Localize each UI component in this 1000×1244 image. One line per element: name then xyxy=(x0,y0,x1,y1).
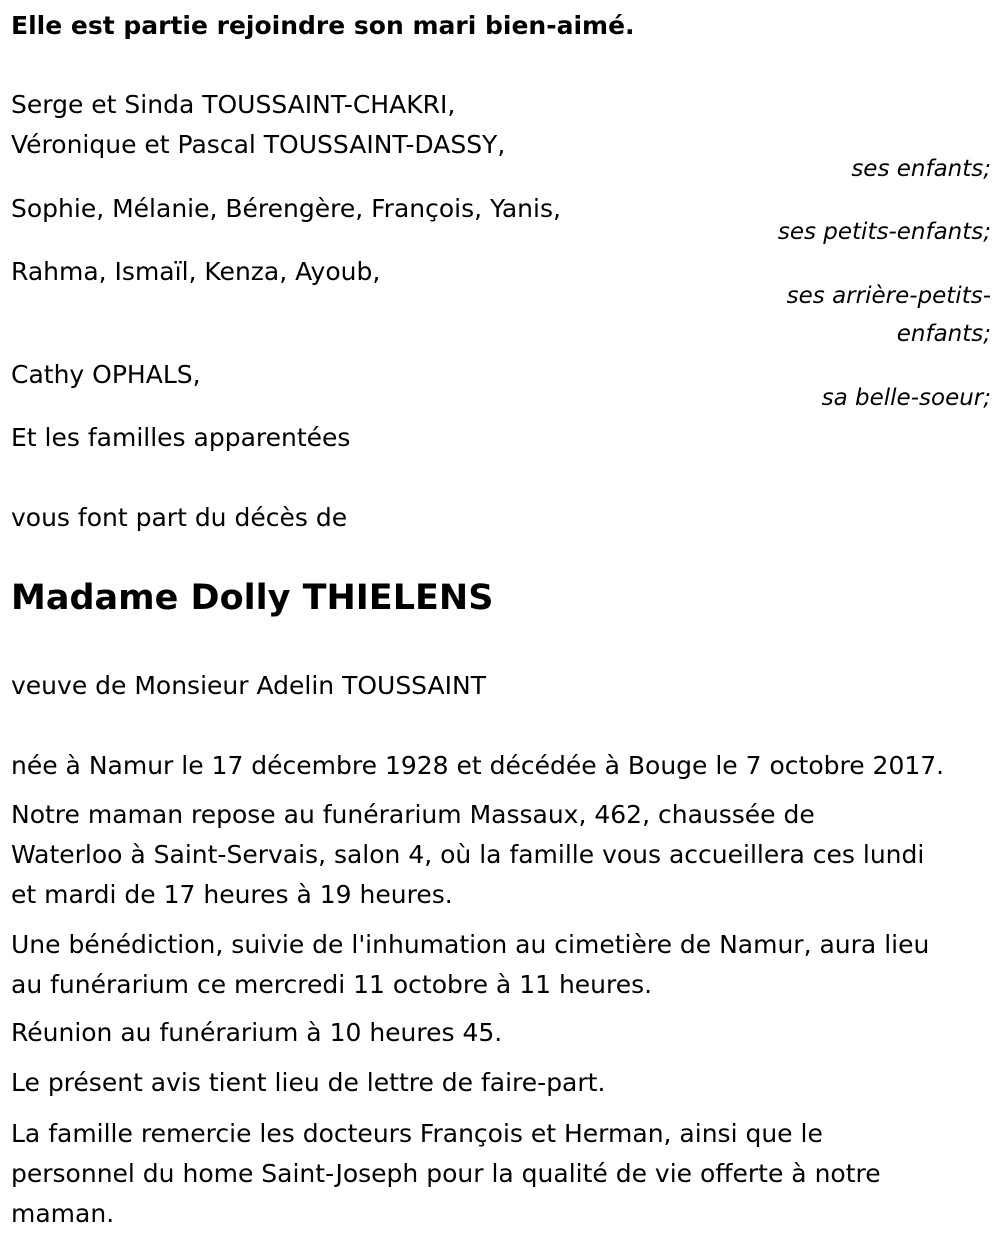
sister-in-law-line: Cathy OPHALS, xyxy=(11,360,201,389)
sister-in-law-role: sa belle-soeur; xyxy=(821,385,991,411)
intro-line: vous font part du décès de xyxy=(11,503,348,532)
children-role: ses enfants; xyxy=(851,156,991,182)
families-line: Et les familles apparentées xyxy=(11,423,351,452)
deceased-name: Madame Dolly THIELENS xyxy=(11,578,494,618)
children-line-1: Serge et Sinda TOUSSAINT-CHAKRI, xyxy=(11,90,456,119)
thanks-line-1: La famille remercie les docteurs François et Herman, ainsi que le xyxy=(11,1119,823,1148)
dates-line: née à Namur le 17 décembre 1928 et décédée à Bouge le 7 octobre 2017. xyxy=(11,751,945,780)
thanks-line-3: maman. xyxy=(11,1199,115,1228)
ceremony-line-1: Une bénédiction, suivie de l'inhumation au cimetière de Namur, aura lieu xyxy=(11,930,930,959)
grandchildren-role: ses petits-enfants; xyxy=(777,219,991,245)
ceremony-line-2: au funérarium ce mercredi 11 octobre à 11 heures. xyxy=(11,970,653,999)
widow-of-line: veuve de Monsieur Adelin TOUSSAINT xyxy=(11,671,486,700)
funerarium-line-1: Notre maman repose au funérarium Massaux, 462, chaussée de xyxy=(11,800,815,829)
great-grandchildren-role-2: enfants; xyxy=(896,321,991,347)
great-grandchildren-line: Rahma, Ismaïl, Kenza, Ayoub, xyxy=(11,257,381,286)
grandchildren-line: Sophie, Mélanie, Bérengère, François, Yanis, xyxy=(11,194,561,223)
funerarium-line-2: Waterloo à Saint-Servais, salon 4, où la famille vous accueillera ces lundi xyxy=(11,840,925,869)
great-grandchildren-role-1: ses arrière-petits- xyxy=(786,283,991,309)
children-line-2: Véronique et Pascal TOUSSAINT-DASSY, xyxy=(11,130,506,159)
meeting-line: Réunion au funérarium à 10 heures 45. xyxy=(11,1018,503,1047)
notice-line: Le présent avis tient lieu de lettre de faire-part. xyxy=(11,1068,606,1097)
funerarium-line-3: et mardi de 17 heures à 19 heures. xyxy=(11,880,453,909)
header-line: Elle est partie rejoindre son mari bien-aimé. xyxy=(11,11,635,40)
thanks-line-2: personnel du home Saint-Joseph pour la qualité de vie offerte à notre xyxy=(11,1159,881,1188)
